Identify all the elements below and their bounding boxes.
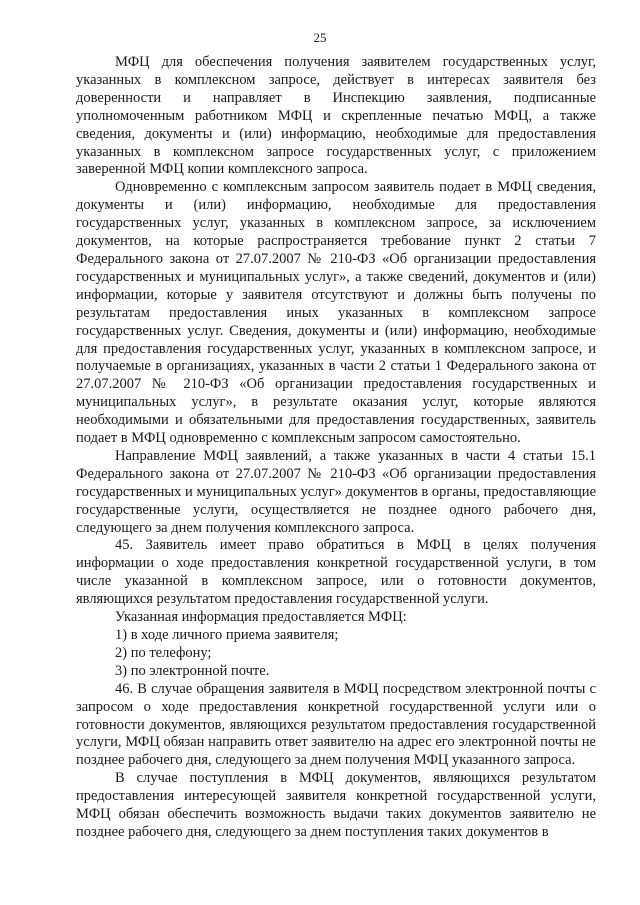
list-item-phone: 2) по телефону;	[115, 644, 212, 661]
paragraph-simultaneous-submission: Одновременно с комплексным запросом заявитель подает в МФЦ сведения, документы и (или) информацию, необходимые для предоставления государственных услуг, указанных в комплексном запросе, за исключением документов, на которые распространяется требование пункт 2 статьи 7 Федерального закона от 27.07.2007 № 210-ФЗ «Об организации предоставления государственных и муниципальных услуг», а также сведений, документов и (или) информации, которые у заявителя отсутствуют и должны быть получены по результатам предоставления иных указанных в комплексном запросе государственных услуг. Сведения, документы и (или) информацию, необходимые для предоставления государственных услуг, указанных в комплексном запросе, и получаемые в организациях, указанных в части 2 статьи 1 Федерального закона от 27.07.2007 № 210-ФЗ «Об организации предоставления государственных и муниципальных услуг», в результате оказания услуг, которые являются необходимыми и обязательными для предоставления государственных, заявитель подает в МФЦ одновременно с комплексным запросом самостоятельно.	[76, 179, 596, 447]
page-number: 25	[313, 30, 327, 45]
paragraph-sending-applications: Направление МФЦ заявлений, а также указанных в части 4 статьи 15.1 Федерального закона от 27.07.2007 № 210-ФЗ «Об организации предоставления государственных и муниципальных услуг» документов в органы, предоставляющие государственные услуги, осуществляется не позднее одного рабочего дня, следующего за днем получения комплексного запроса.	[76, 447, 596, 536]
document-body	[76, 54, 596, 842]
paragraph-46: 46. В случае обращения заявителя в МФЦ посредством электронной почты с запросом о ходе предоставления конкретной государственной услуги или о готовности документов, являющихся результатом предоставления государственной услуги, МФЦ обязан направить ответ заявителю на адрес его электронной почты не позднее рабочего дня, следующего за днем получения МФЦ указанного запроса.	[76, 680, 596, 769]
paragraph-info-provided: Указанная информация предоставляется МФЦ:	[115, 609, 407, 626]
paragraph-mfc-duties: МФЦ для обеспечения получения заявителем государственных услуг, указанных в комплексном запросе, действует в интересах заявителя без доверенности и направляет в Инспекцию заявления, подписанные уполномоченным работником МФЦ и скрепленные печатью МФЦ, а также сведения, документы и (или) информацию, необходимые для предоставления указанных в комплексном запросе государственных услуг, с приложением заверенной МФЦ копии комплексного запроса.	[76, 54, 596, 178]
list-item-email: 3) по электронной почте.	[115, 662, 270, 679]
paragraph-documents-received: В случае поступления в МФЦ документов, являющихся результатом предоставления интересующей заявителя конкретной государственной услуги, МФЦ обязан обеспечить возможность выдачи таких документов заявителю не позднее рабочего дня, следующего за днем поступления таких документов в	[76, 770, 596, 840]
paragraph-45: 45. Заявитель имеет право обратиться в МФЦ в целях получения информации о ходе предоставления конкретной государственной услуги, в том числе указанной в комплексном запросе, или о готовности документов, являющихся результатом предоставления государственной услуги.	[76, 537, 596, 608]
list-item-personal: 1) в ходе личного приема заявителя;	[115, 627, 339, 643]
